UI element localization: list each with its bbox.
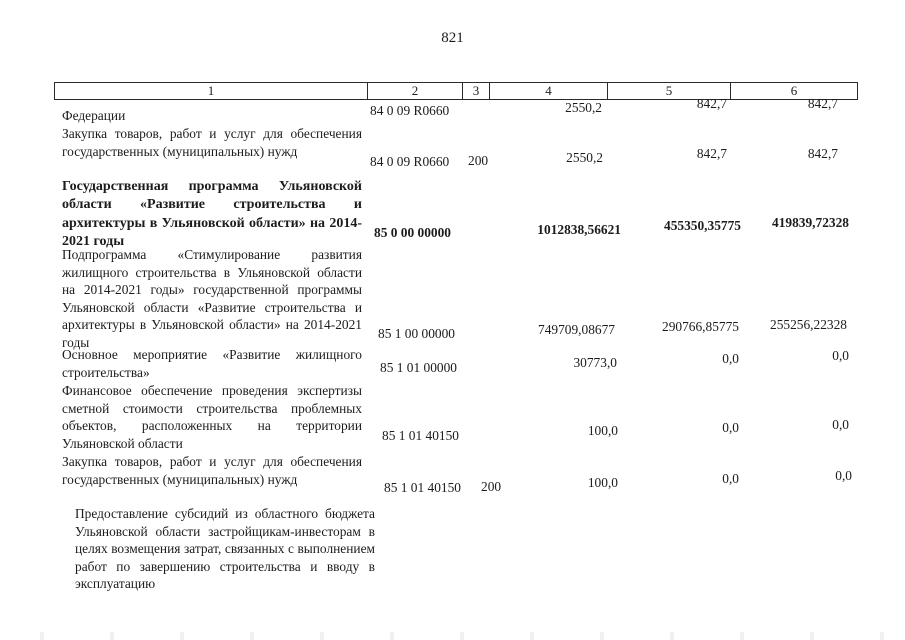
header-col-3: 3 — [462, 82, 490, 100]
scan-artifact — [0, 632, 905, 640]
header-col-4: 4 — [489, 82, 608, 100]
row-col6: 419839,72328 — [772, 215, 849, 230]
header-col-2: 2 — [367, 82, 463, 100]
row-col6: 0,0 — [832, 348, 849, 363]
row-text: Закупка товаров, работ и услуг для обеспечения государственных (муниципальных) нужд — [62, 454, 362, 487]
row-vr: 200 — [468, 153, 489, 168]
row-text: Подпрограмма «Стимулирование развития жилищного строительства в Ульяновской области на 2014-2021 годы» государственной программы Ульяновской области «Развитие строительства и архитектуры в Ульяновской области» на 2014-2021 годы — [62, 247, 362, 350]
row-col5: 290766,85775 — [662, 319, 739, 334]
row-col5: 0,0 — [722, 351, 739, 366]
row-col5: 842,7 — [696, 96, 727, 111]
row-col4: 100,0 — [587, 423, 618, 438]
row-vr: 200 — [481, 479, 502, 494]
row-col5: 0,0 — [722, 420, 739, 435]
row-text: Финансовое обеспечение проведения экспертизы сметной стоимости строительства проблемных объектов, расположенных на территории Ульяновской области — [62, 383, 362, 451]
row-code: 85 1 01 40150 — [382, 428, 459, 443]
row-text: Предоставление субсидий из областного бюджета Ульяновской области застройщикам-инвесторам в целях возмещения затрат, связанных с выполнением работ по завершению строительства и вводу в эксплуатацию — [75, 506, 375, 592]
row-col6: 255256,22328 — [770, 317, 847, 332]
row-col6: 0,0 — [832, 417, 849, 432]
table-header — [54, 82, 858, 100]
row-col4: 30773,0 — [573, 355, 617, 370]
header-col-5: 5 — [607, 82, 731, 100]
row-text: Государственная программа Ульяновской области «Развитие строительства и архитектуры в Ульяновской области» на 2014-2021 годы — [62, 179, 362, 250]
row-col6: 0,0 — [835, 468, 852, 483]
row-col5: 455350,35775 — [664, 218, 741, 233]
row-text: Закупка товаров, работ и услуг для обеспечения государственных (муниципальных) нужд — [62, 126, 362, 159]
row-col4: 2550,2 — [565, 100, 602, 115]
row-col4: 2550,2 — [566, 150, 603, 165]
row-col6: 842,7 — [807, 96, 838, 111]
row-col6: 842,7 — [807, 146, 838, 161]
row-code: 84 0 09 R0660 — [370, 103, 450, 118]
row-text: Федерации — [62, 108, 126, 123]
row-text: Основное мероприятие «Развитие жилищного строительства» — [62, 347, 362, 380]
row-col4: 1012838,56621 — [537, 222, 621, 237]
header-col-1: 1 — [54, 82, 368, 100]
row-code: 85 1 01 40150 — [384, 480, 461, 495]
row-code: 85 0 00 00000 — [374, 225, 451, 240]
row-code: 85 1 01 00000 — [380, 360, 457, 375]
row-col5: 0,0 — [722, 471, 739, 486]
row-col5: 842,7 — [696, 146, 727, 161]
row-col4: 100,0 — [587, 475, 618, 490]
page-number: 821 — [441, 30, 464, 46]
row-code: 84 0 09 R0660 — [370, 154, 450, 169]
row-col4: 749709,08677 — [538, 322, 615, 337]
row-code: 85 1 00 00000 — [378, 326, 455, 341]
header-col-6: 6 — [730, 82, 858, 100]
